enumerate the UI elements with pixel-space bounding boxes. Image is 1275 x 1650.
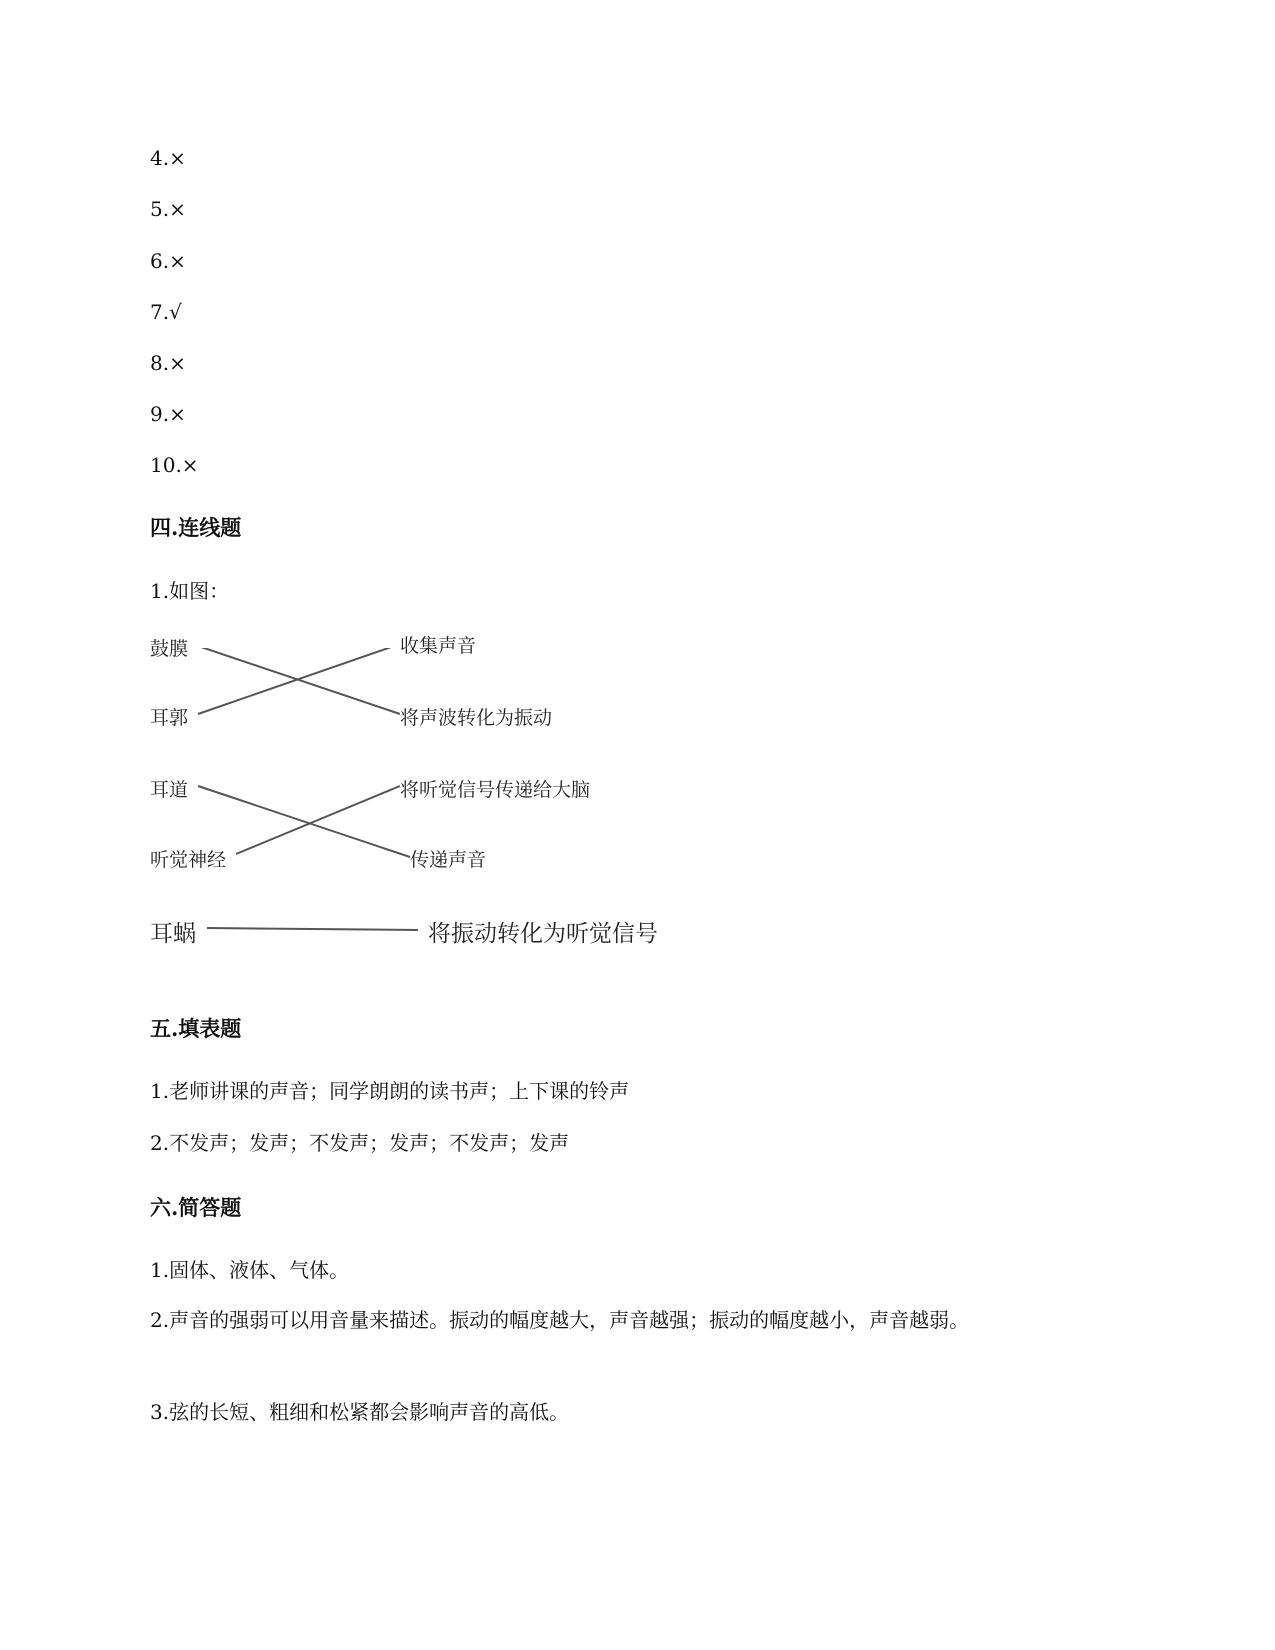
answer-item: 5.×	[150, 197, 186, 221]
answer-paragraph: 2.声音的强弱可以用音量来描述。振动的幅度越大，声音越强；振动的幅度越小，声音越弱。	[150, 1308, 970, 1332]
organ-label: 耳道	[150, 779, 189, 801]
function-label: 将听觉信号传递给大脑	[400, 779, 591, 801]
matching-lines	[150, 648, 770, 1008]
answer-item: 9.×	[150, 402, 186, 426]
organ-label: 耳蜗	[150, 921, 196, 947]
answer-item: 7.√	[150, 300, 182, 324]
section-heading: 五.填表题	[150, 1016, 242, 1041]
answer-item: 2.不发声；发声；不发声；发声；不发声；发声	[150, 1131, 570, 1155]
answer-item: 1.固体、液体、气体。	[150, 1258, 350, 1282]
question-label: 1.如图：	[150, 579, 230, 603]
match-line	[198, 786, 410, 857]
answer-item: 3.弦的长短、粗细和松紧都会影响声音的高低。	[150, 1400, 570, 1424]
function-label: 传递声音	[410, 849, 487, 871]
answer-item: 4.×	[150, 146, 186, 170]
organ-label: 听觉神经	[150, 849, 227, 871]
answer-item: 10.×	[150, 453, 199, 477]
section-heading: 六.简答题	[150, 1195, 242, 1220]
match-line	[207, 928, 418, 930]
answer-item: 1.老师讲课的声音；同学朗朗的读书声；上下课的铃声	[150, 1079, 630, 1103]
section-heading: 四.连线题	[150, 515, 242, 540]
function-label: 将声波转化为振动	[400, 707, 553, 729]
function-label: 收集声音	[400, 635, 477, 657]
organ-label: 鼓膜	[150, 638, 189, 660]
answer-item: 6.×	[150, 249, 186, 273]
match-line	[236, 786, 400, 854]
answer-item: 8.×	[150, 351, 186, 375]
matching-diagram	[150, 635, 770, 1008]
organ-label: 耳郭	[150, 707, 189, 729]
function-label: 将振动转化为听觉信号	[428, 921, 658, 947]
